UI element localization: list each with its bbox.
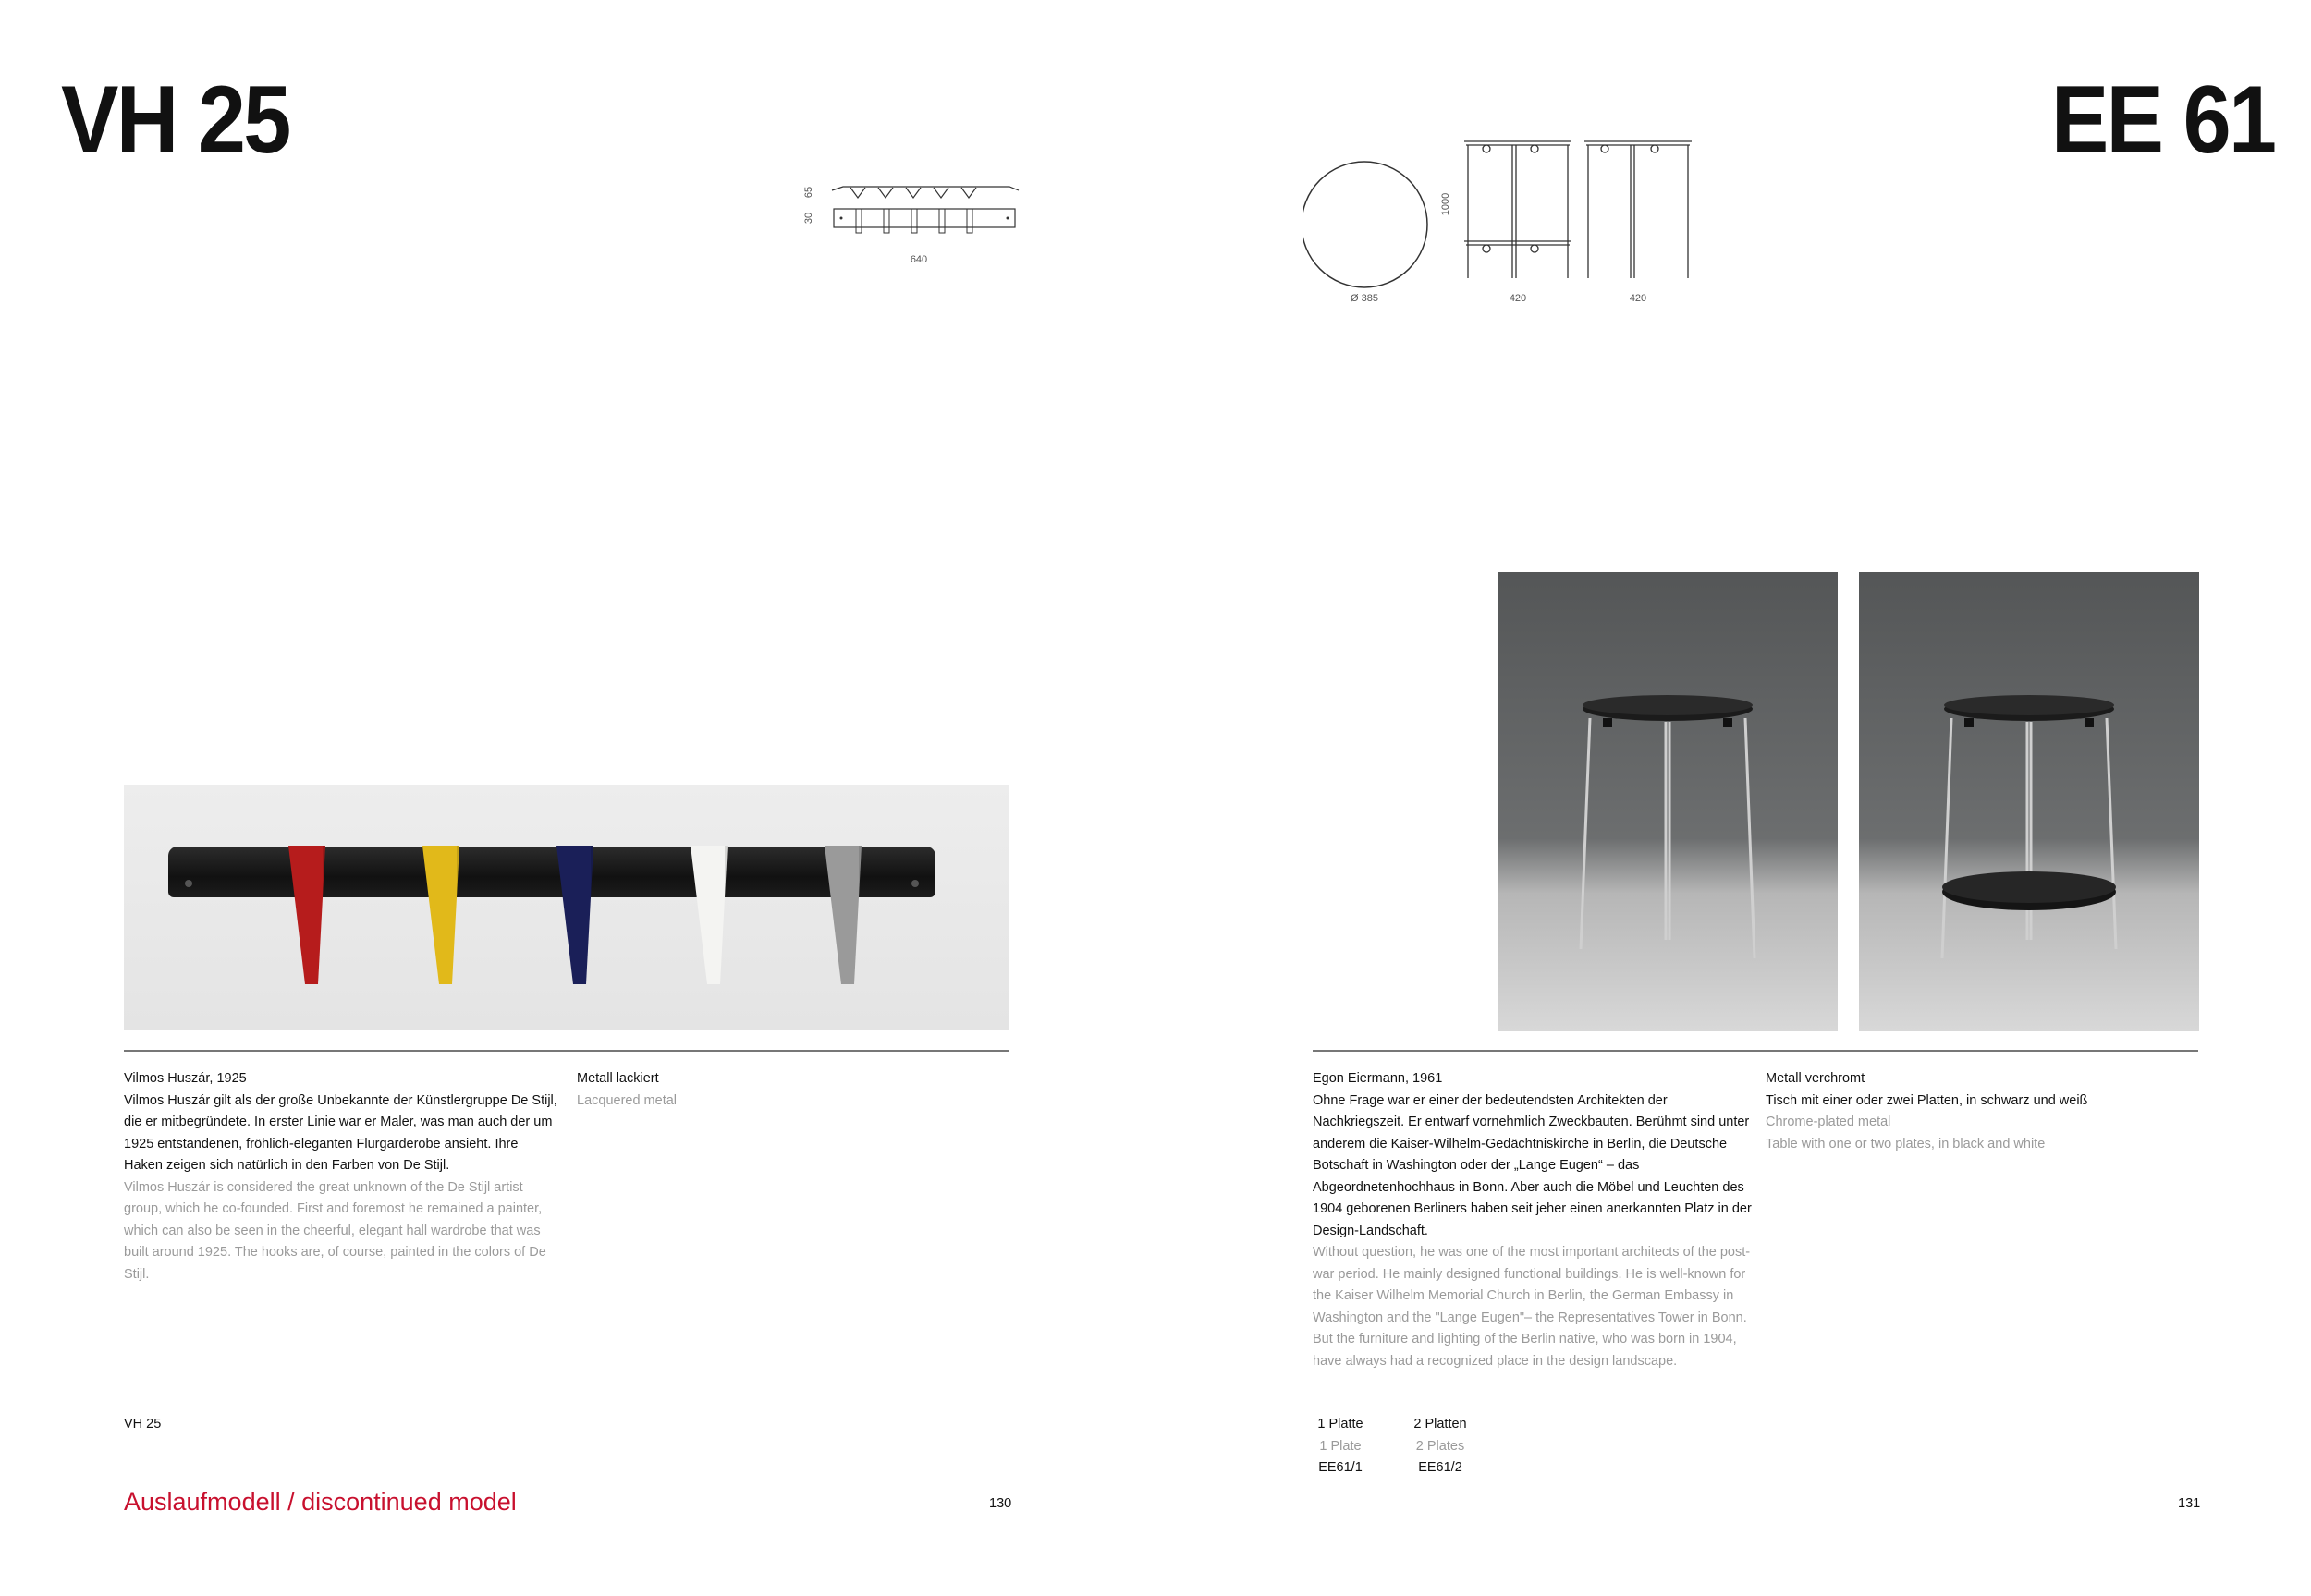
material-en: Chrome-plated metal [1766,1115,1891,1129]
vh25-material [577,1068,854,1112]
discontinued-label: Auslaufmodell / discontinued model [124,1488,517,1516]
ee61-material [1766,1068,2200,1155]
divider-left [124,1050,1009,1052]
page-title-vh25: VH 25 [61,67,289,174]
coat-hook [825,846,862,984]
dim-diameter: Ø 385 [1351,293,1378,304]
dim-width-1: 420 [1509,293,1527,304]
variant-two-plates [1412,1414,1468,1480]
ee61-technical-drawing [1303,132,1701,308]
coat-hook [422,846,459,984]
vh25-rail [168,847,935,897]
variant-one-plate [1313,1414,1368,1480]
material-en: Lacquered metal [577,1092,678,1108]
material-de: Metall lackiert [577,1071,659,1086]
ee61-description [1313,1068,1753,1372]
description-en: Vilmos Huszár is considered the great unknown of the De Stijl artist group, which he co-founded. First and foremost he remained a painter, which can also be seen in the cheerful, elegant hall wardrobe that was built around 1925. The hooks are, of course, painted in the colors of De Stijl. [124,1179,546,1282]
coat-hook [691,846,728,984]
designer-line: Egon Eiermann, 1961 [1313,1071,1443,1086]
designer-line: Vilmos Huszár, 1925 [124,1071,247,1086]
model-code: VH 25 [124,1417,162,1432]
coat-hook [556,846,593,984]
divider-right [1313,1050,2198,1052]
description-de: Vilmos Huszár gilt als der große Unbekannte der Künstlergruppe De Stijl, die er mitbegründete. In erster Linie war er Maler, was man auch der um 1925 entstandenen, fröhlich-eleganten Flurgarderobe ansieht. Ihre Haken zeigen sich natürlich in den Farben von De Stijl. [124,1092,557,1173]
description-de: Ohne Frage war er einer der bedeutendsten Architekten der Nachkriegszeit. Er entwarf vornehmlich Zweckbauten. Berühmt sind unter anderem die Kaiser-Wilhelm-Gedächtniskirche in Berlin, die Deutsche Botschaft in Washington oder der „Lange Eugen“ – das Abgeordnetenhochhaus in Bonn. Aber auch die Möbel und Leuchten des 1904 geborenen Berliners haben seit jeher einen anerkannten Platz in der Design-Landschaft. [1313,1092,1752,1238]
variant-code: EE61/1 [1318,1460,1363,1475]
variant-label-en: 1 Plate [1319,1438,1362,1454]
material-en-2: Table with one or two plates, in black and white [1766,1136,2046,1151]
coat-hook [288,846,325,984]
variant-code: EE61/2 [1418,1460,1462,1475]
dim-width: 640 [910,254,928,265]
rail-screw-left [185,880,192,887]
variant-label-de: 1 Platte [1317,1417,1363,1432]
page-title-ee61: EE 61 [2050,67,2274,174]
ee61-two-plates-photo [1859,572,2199,1031]
vh25-technical-drawing [797,181,1028,269]
page-number-left: 130 [989,1496,1012,1511]
ee61-variants [1313,1414,1468,1480]
variant-label-en: 2 Plates [1415,1438,1465,1454]
dim-height-bottom: 30 [803,212,814,225]
material-de: Metall verchromt [1766,1071,1865,1086]
vh25-description [124,1068,558,1285]
vh25-product-photo [124,785,1009,1030]
dim-height-top: 65 [803,186,814,199]
material-de-2: Tisch mit einer oder zwei Platten, in schwarz und weiß [1766,1092,2088,1108]
description-en: Without question, he was one of the most important architects of the post-war period. He mainly designed functional buildings. He is well-known for the Kaiser Wilhelm Memorial Church in Berlin, the German Embassy in Washington and the "Lange Eugen"– the Representatives Tower in Bonn. But the furniture and lighting of the Berlin native, who was born in 1904, have always had a recognized place in the design landscape. [1313,1245,1751,1369]
page-number-right: 131 [2178,1496,2201,1511]
dim-width-2: 420 [1629,293,1647,304]
variant-label-de: 2 Platten [1413,1417,1467,1432]
dim-height: 1000 [1440,192,1451,216]
rail-screw-right [911,880,919,887]
ee61-one-plate-photo [1498,572,1838,1031]
